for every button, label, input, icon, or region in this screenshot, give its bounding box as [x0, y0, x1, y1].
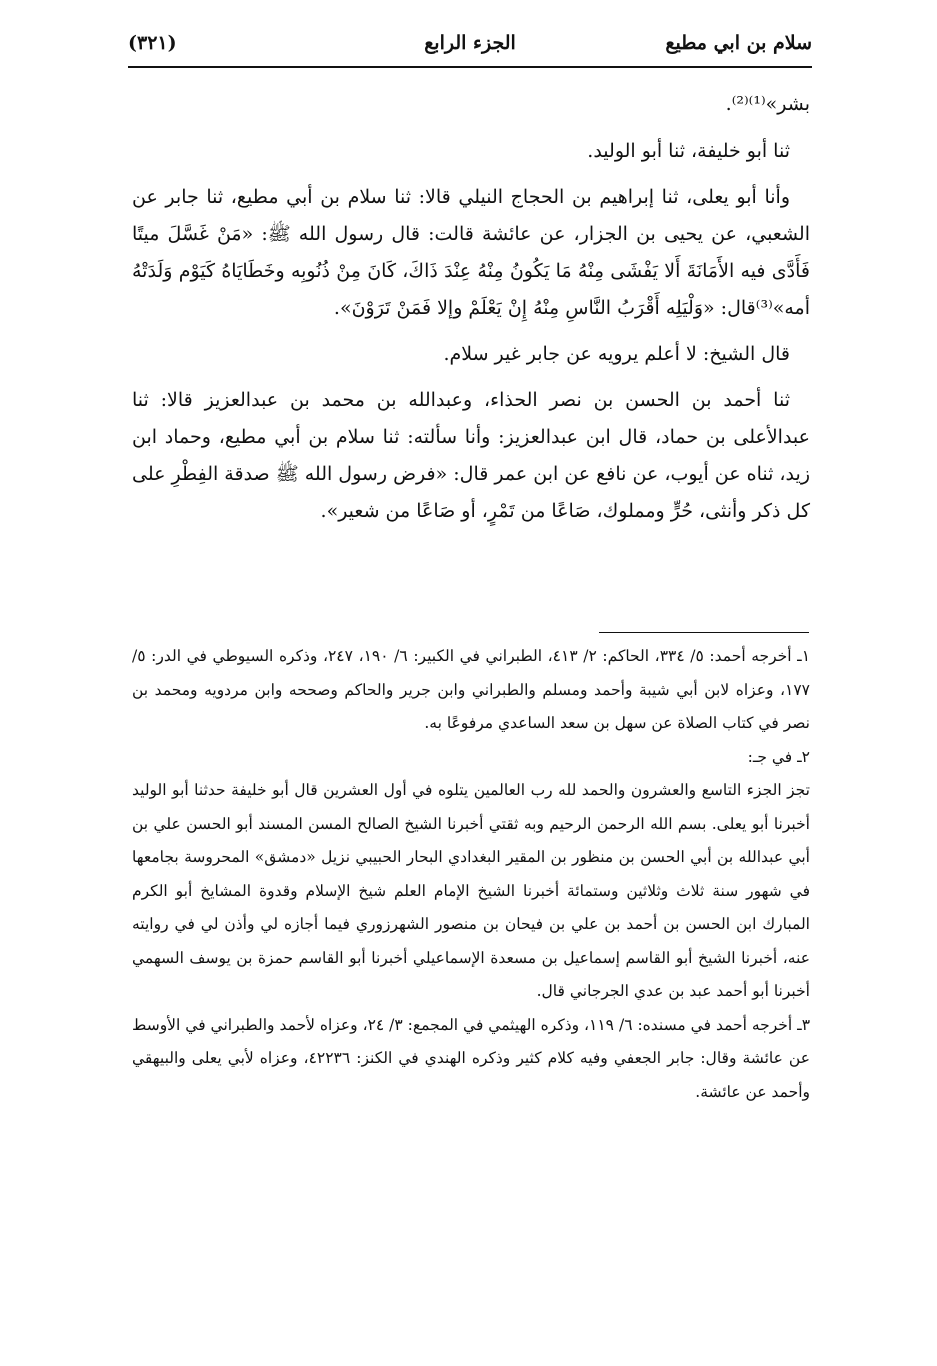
running-title: سلام بن ابي مطيع	[665, 32, 812, 54]
footnotes	[132, 640, 810, 1109]
text-paragraph-hadith-fitr: ثنا أحمد بن الحسن بن نصر الحذاء، وعبدالله بن محمد بن عبدالعزيز قالا: ثنا عبدالأعلى بن حماد، قال ابن عبدالعزيز: وأنا سألته: ثنا سلام بن أبي مطيع، وحماد ابن زيد، ثناه عن أيوب، عن نافع عن ابن عمر قال: «فرض رسول الله ﷺ صدقة الفِطْرِ على كل ذكر وأنثى، حُرٍّ ومملوك، صَاعًا من تَمْرٍ، أو صَاعًا من شعير».	[132, 389, 810, 522]
footnote-2-heading: ٢ـ في جـ:	[747, 747, 810, 766]
footnote-2-quote: تجز الجزء التاسع والعشرون والحمد لله رب العالمين يتلوه في أول العشرين قال أبو خليفة حدثنا أبو الوليد أخبرنا أبو يعلى. بسم الله الرحمن الرحيم وبه ثقتي أخبرنا الشيخ الصالح المسن المسند أبو الحسن علي بن أبي عبدالله بن أبي الحسن بن منظور بن المقير البغدادي البحار الحبيبي نزيل «دمشق» المحروسة بجامعها في شهور سنة ثلاث وثلاثين وستمائة أخبرنا الشيخ الإمام العلم شيخ الإسلام وقدوة المشايخ أبو الكرم المبارك ابن الحسن بن أحمد بن علي بن فيحان بن منصور الشهرزوري فيما أجازه لي وأذن لي في روايته عنه، أخبرنا الشيخ أبو القاسم إسماعيل بن مسعدة الإسماعيلي أخبرنا أبو القاسم حمزة بن يوسف السهمي أخبرنا أبو أحمد عبد بن عدي الجرجاني قال.	[132, 781, 810, 1000]
text-paragraph-hadith-ghusl: وأنا أبو يعلى، ثنا إبراهيم بن الحجاج النيلي قالا: ثنا سلام بن أبي مطيع، ثنا جابر عن الشعبي، عن يحيى بن الجزار، عن عائشة قالت: قال رسول الله ﷺ: «مَنْ غَسَّلَ ميتًا فَأَدَّى فيه الأَمَانَةَ أَلا يَفْشَى مِنْهُ مَا يَكُونُ مِنْهُ عِنْدَ ذَاكَ، كَانَ مِنْ ذُنُوبِه وخَطَايَاهُ كَيَوْم وَلَدَتْهُ أمه»⁽³⁾قال: «وَلْيَلِه أَقْرَبُ النَّاسِ مِنْهُ إِنْ يَعْلَمْ وإلا فَمَنْ تَرَوْنَ».	[132, 186, 810, 319]
page-header	[128, 26, 812, 68]
text-paragraph-sheikh-comment: قال الشيخ: لا أعلم يرويه عن جابر غير سلام.	[443, 343, 790, 365]
footnote-divider	[599, 632, 809, 633]
footnote-3: ٣ـ أخرجه أحمد في مسنده: ٦/ ١١٩، وذكره الهيثمي في المجمع: ٣/ ٢٤، وعزاه لأحمد والطبراني في الأوسط عن عائشة وقال: جابر الجعفي وفيه كلام كثير وذكره الهندي في الكنز: ٤٢٢٣٦، وعزاه لأبي يعلى والبيهقي وأحمد عن عائشة.	[132, 1015, 811, 1101]
main-text	[132, 86, 810, 539]
footnote-1: ١ـ أخرجه أحمد: ٥/ ٣٣٤، الحاكم: ٢/ ٤١٣، الطبراني في الكبير: ٦/ ١٩٠، ٢٤٧، وذكره السيوطي في الدر: ٥/ ١٧٧، وعزاه لابن أبي شيبة وأحمد ومسلم والطبراني وابن جرير والحاكم وصححه وابن مردويه ومحمد بن نصر في كتاب الصلاة عن سهل بن سعد الساعدي مرفوعًا به.	[132, 647, 811, 732]
page-number: (٣٢١)	[128, 32, 177, 54]
text-paragraph-continuation: بشر»⁽¹⁾⁽²⁾.	[725, 93, 810, 115]
part-title: الجزء الرابع	[424, 32, 516, 54]
text-paragraph-isnad: ثنا أبو خليفة، ثنا أبو الوليد.	[587, 140, 790, 162]
